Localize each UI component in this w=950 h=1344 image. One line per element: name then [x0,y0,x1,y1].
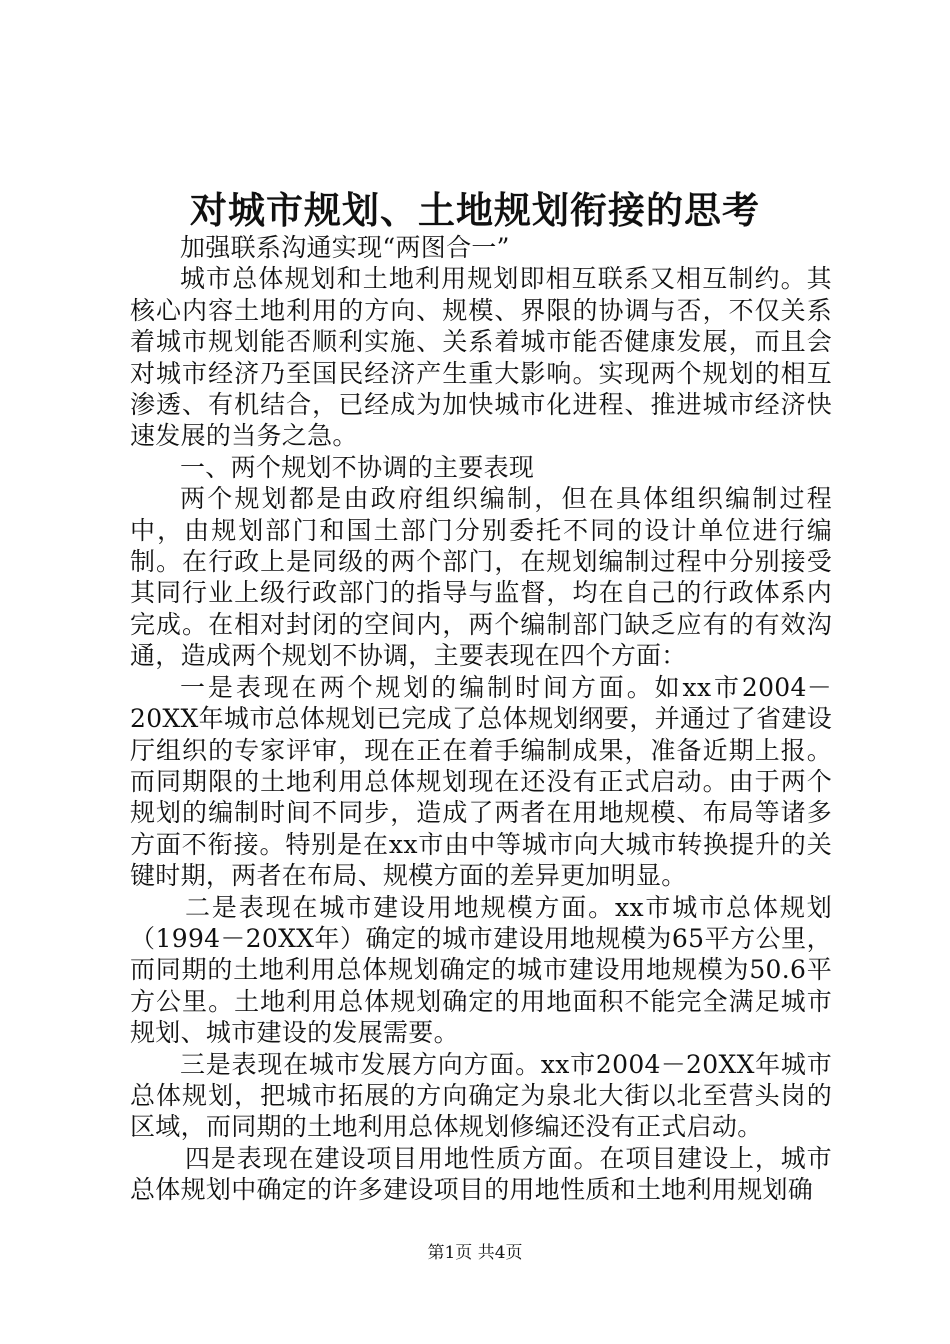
paragraph-intro: 城市总体规划和土地利用规划即相互联系又相互制约。其核心内容土地利用的方向、规模、界限的协调与否，不仅关系着城市规划能否顺利实施、关系着城市能否健康发展，而且会对城市经济乃至国民经济产生重大影响。实现两个规划的相互渗透、有机结合，已经成为加快城市化进程、推进城市经济快速发展的当务之急。 [130,264,832,451]
section-heading: 一、两个规划不协调的主要表现 [180,452,535,482]
paragraph-point-one: 一是表现在两个规划的编制时间方面。如xx市2004－20XX年城市总体规划已完成了总体规划纲要，并通过了省建设厅组织的专家评审，现在正在着手编制成果，准备近期上报。而同期限的土地利用总体规划现在还没有正式启动。由于两个规划的编制时间不同步，造成了两者在用地规模、布局等诸多方面不衔接。特别是在xx市由中等城市向大城市转换提升的关键时期，两者在布局、规模方面的差异更加明显。 [130,672,832,891]
paragraph-point-two: 二是表现在城市建设用地规模方面。xx市城市总体规划（1994－20XX年）确定的城市建设用地规模为65平方公里，而同期的土地利用总体规划确定的城市建设用地规模为50.6平方公里。土地利用总体规划确定的用地面积不能完全满足城市规划、城市建设的发展需要。 [130,892,832,1048]
paragraph-point-four: 四是表现在建设项目用地性质方面。在项目建设上，城市总体规划中确定的许多建设项目的用地性质和土地利用规划确 [130,1143,832,1205]
document-title: 对城市规划、土地规划衔接的思考 [190,188,760,232]
paragraph-overview: 两个规划都是由政府组织编制，但在具体组织编制过程中，由规划部门和国土部门分别委托不同的设计单位进行编制。在行政上是同级的两个部门，在规划编制过程中分别接受其同行业上级行政部门的指导与监督，均在自己的行政体系内完成。在相对封闭的空间内，两个编制部门缺乏应有的有效沟通，造成两个规划不协调，主要表现在四个方面： [130,484,832,671]
paragraph-subtitle: 加强联系沟通实现“两图合一” [180,233,510,262]
paragraph-point-three: 三是表现在城市发展方向方面。xx市2004－20XX年城市总体规划，把城市拓展的方向确定为泉北大街以北至营头岗的区域，而同期的土地利用总体规划修编还没有正式启动。 [130,1049,832,1142]
page-number-footer: 第1页 共4页 [427,1243,523,1263]
document-body [130,232,832,1206]
